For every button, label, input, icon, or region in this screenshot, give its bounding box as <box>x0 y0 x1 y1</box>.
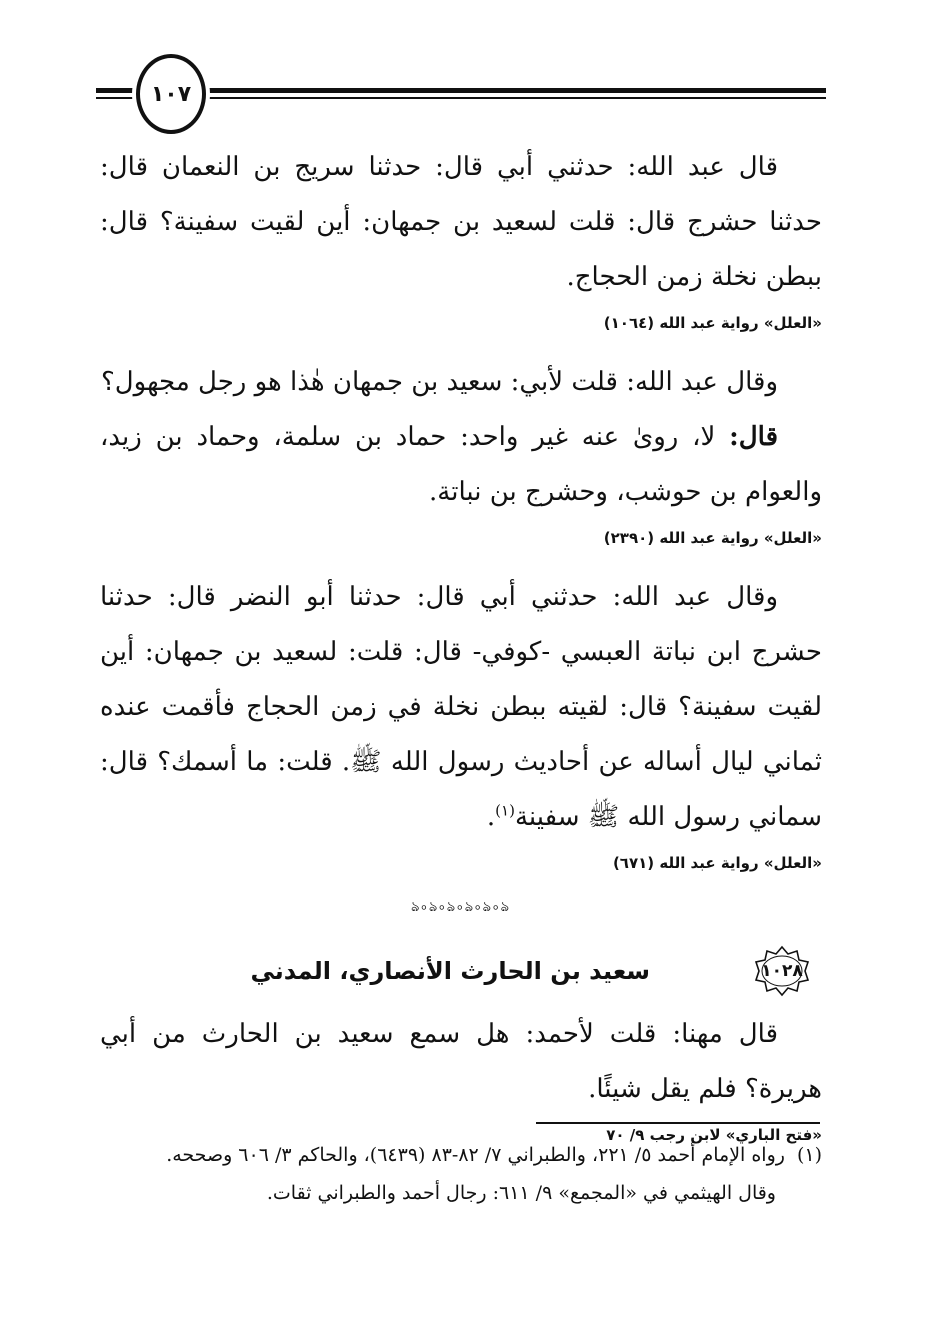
page-body <box>100 140 822 1167</box>
source-citation: «فتح الباري» لابن رجب ٩/ ٧٠ <box>606 1126 822 1144</box>
footnote-1 <box>100 1136 822 1174</box>
entry-number: ١٠٢٨ <box>761 961 803 981</box>
answer-paragraph <box>100 410 822 520</box>
footnote-text: رواه الإمام أحمد ٥/ ٢٢١، والطبراني ٧/ ٨٢-٨٣ (٦٤٣٩)، والحاكم ٣/ ٦٠٦ وصححه. <box>166 1144 785 1166</box>
page-number: ١٠٧ <box>136 54 206 134</box>
entry-heading <box>100 945 822 999</box>
footnote-marker: (١) <box>796 1144 822 1166</box>
paragraph: قال مهنا: قلت لأحمد: هل سمع سعيد بن الحارث من أبي هريرة؟ فلم يقل شيئًا. <box>100 1019 822 1104</box>
entry-number-badge <box>750 945 814 997</box>
footnote-reference[interactable]: (١) <box>495 801 515 820</box>
text-block-2 <box>100 355 822 550</box>
ornament-divider: ঌ৹ঌ৹ঌ৹ঌ৹ঌ৹ঌ <box>410 899 512 915</box>
paragraph-text: وقال عبد الله: حدثني أبي قال: حدثنا أبو النضر قال: حدثنا حشرج ابن نباتة العبسي -كوفي- قال: قلت: لسعيد بن جمهان: أين لقيت سفينة؟ قال: لقيته ببطن نخلة في زمن الحجاج فأقمت عنده ثماني ليال أساله عن أحاديث رسول الله ﷺ. قلت: ما أسمك؟ قال: سماني رسول الله ﷺ سفينة <box>100 582 822 832</box>
page-header <box>96 48 826 134</box>
entry-title: سعيد بن الحارث الأنصاري، المدني <box>250 957 650 985</box>
paragraph: قال عبد الله: حدثني أبي قال: حدثنا سريج بن النعمان قال: حدثنا حشرج قال: قلت لسعيد بن جمهان: أين لقيت سفينة؟ قال: ببطن نخلة زمن الحجاج. <box>100 152 822 292</box>
text-block-4 <box>100 1007 822 1147</box>
source-citation: «العلل» رواية عبد الله (٦٧١) <box>612 854 822 872</box>
answer-text: لا، روىٰ عنه غير واحد: حماد بن سلمة، وحماد بن زيد، والعوام بن حوشب، وحشرج بن نباتة. <box>100 422 822 507</box>
source-citation: «العلل» رواية عبد الله (١٠٦٤) <box>603 314 822 332</box>
footnote-separator <box>536 1122 820 1124</box>
paragraph-end: . <box>486 802 496 832</box>
footnote-continuation: وقال الهيثمي في «المجمع» ٩/ ٦١١: رجال أحمد والطبراني ثقات. <box>266 1182 776 1204</box>
answer-label: قال: <box>729 422 778 452</box>
paragraph <box>100 570 822 845</box>
paragraph: وقال عبد الله: قلت لأبي: سعيد بن جمهان هٰذا هو رجل مجهول؟ <box>100 367 778 397</box>
text-block-3 <box>100 570 822 875</box>
text-block-1 <box>100 140 822 335</box>
footnotes <box>100 1136 822 1212</box>
source-citation: «العلل» رواية عبد الله (٢٣٩٠) <box>603 529 822 547</box>
